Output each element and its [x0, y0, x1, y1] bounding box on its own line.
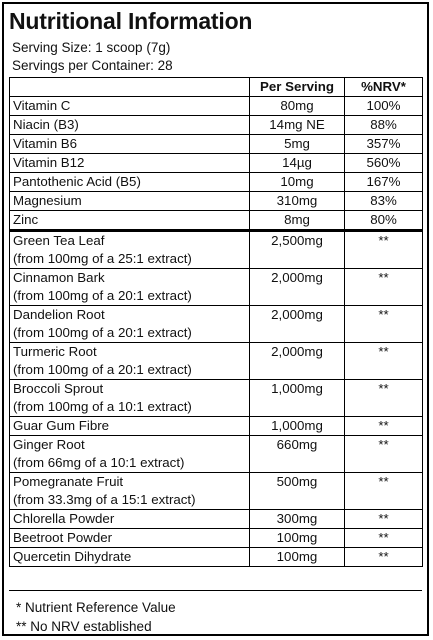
ingredient-extract-note: (from 100mg of a 20:1 extract) — [13, 325, 192, 340]
nutrient-name: Niacin (B3) — [10, 116, 250, 135]
ingredient-name: Ginger Root — [13, 437, 85, 452]
amount-per-serving: 2,000mg — [250, 343, 345, 380]
nrv-percent: ** — [345, 436, 423, 473]
nrv-percent: 80% — [345, 211, 423, 231]
table-row — [10, 135, 423, 154]
table-row — [10, 154, 423, 173]
amount-per-serving: 1,000mg — [250, 417, 345, 436]
amount-per-serving: 310mg — [250, 192, 345, 211]
nrv-percent: 560% — [345, 154, 423, 173]
table-body — [10, 97, 423, 567]
table-row — [10, 380, 423, 417]
serving-size: Serving Size: 1 scoop (7g) — [12, 40, 171, 55]
ingredient-cell — [10, 380, 250, 417]
table-row — [10, 343, 423, 380]
table-row — [10, 473, 423, 510]
nrv-percent: ** — [345, 510, 423, 529]
amount-per-serving: 300mg — [250, 510, 345, 529]
ingredient-cell — [10, 436, 250, 473]
table-row — [10, 231, 423, 269]
ingredient-cell — [10, 548, 250, 567]
ingredient-name: Pomegranate Fruit — [13, 474, 124, 489]
table-row — [10, 173, 423, 192]
ingredient-name: Turmeric Root — [13, 344, 97, 359]
nutrient-name: Vitamin B12 — [10, 154, 250, 173]
amount-per-serving: 660mg — [250, 436, 345, 473]
servings-per-container: Servings per Container: 28 — [12, 58, 173, 73]
ingredient-name: Beetroot Powder — [13, 530, 113, 545]
nutrient-name: Vitamin C — [10, 97, 250, 116]
table-row — [10, 116, 423, 135]
ingredient-extract-note: (from 100mg of a 25:1 extract) — [13, 251, 192, 266]
ingredient-extract-note: (from 33.3mg of a 15:1 extract) — [13, 492, 196, 507]
ingredient-extract-note: (from 100mg of a 20:1 extract) — [13, 288, 192, 303]
table-row — [10, 548, 423, 567]
footnote-no-nrv: ** No NRV established — [16, 619, 152, 634]
amount-per-serving: 10mg — [250, 173, 345, 192]
table-header-row — [10, 78, 423, 97]
table-row — [10, 417, 423, 436]
ingredient-cell — [10, 510, 250, 529]
amount-per-serving: 14µg — [250, 154, 345, 173]
table-row — [10, 192, 423, 211]
amount-per-serving: 14mg NE — [250, 116, 345, 135]
amount-per-serving: 5mg — [250, 135, 345, 154]
table-row — [10, 510, 423, 529]
nrv-percent: ** — [345, 269, 423, 306]
ingredient-cell — [10, 417, 250, 436]
table-row — [10, 529, 423, 548]
ingredient-name: Dandelion Root — [13, 307, 105, 322]
ingredient-name: Quercetin Dihydrate — [13, 549, 132, 564]
ingredient-name: Green Tea Leaf — [13, 233, 105, 248]
nrv-percent: ** — [345, 548, 423, 567]
ingredient-cell — [10, 529, 250, 548]
amount-per-serving: 2,000mg — [250, 269, 345, 306]
nrv-percent: ** — [345, 380, 423, 417]
header-nrv: %NRV* — [345, 78, 423, 97]
nrv-percent: ** — [345, 529, 423, 548]
ingredient-name: Cinnamon Bark — [13, 270, 105, 285]
ingredient-name: Broccoli Sprout — [13, 381, 104, 396]
table-row — [10, 211, 423, 231]
nutrition-table — [9, 77, 423, 567]
nrv-percent: ** — [345, 473, 423, 510]
amount-per-serving: 100mg — [250, 548, 345, 567]
header-per-serving: Per Serving — [250, 78, 345, 97]
ingredient-cell — [10, 269, 250, 306]
amount-per-serving: 500mg — [250, 473, 345, 510]
table-row — [10, 306, 423, 343]
amount-per-serving: 100mg — [250, 529, 345, 548]
nutrient-name: Vitamin B6 — [10, 135, 250, 154]
ingredient-cell — [10, 473, 250, 510]
nutrition-panel — [2, 2, 429, 636]
ingredient-cell — [10, 343, 250, 380]
nrv-percent: 88% — [345, 116, 423, 135]
nrv-percent: ** — [345, 417, 423, 436]
table-row — [10, 269, 423, 306]
ingredient-name: Chlorella Powder — [13, 511, 115, 526]
amount-per-serving: 1,000mg — [250, 380, 345, 417]
nrv-percent: 167% — [345, 173, 423, 192]
amount-per-serving: 8mg — [250, 211, 345, 231]
ingredient-extract-note: (from 100mg of a 10:1 extract) — [13, 399, 192, 414]
footnote-nrv: * Nutrient Reference Value — [16, 600, 176, 615]
nutrient-name: Zinc — [10, 211, 250, 231]
ingredient-cell — [10, 306, 250, 343]
table-row — [10, 97, 423, 116]
table-row — [10, 436, 423, 473]
nrv-percent: ** — [345, 306, 423, 343]
nrv-percent: 357% — [345, 135, 423, 154]
ingredient-extract-note: (from 100mg of a 20:1 extract) — [13, 362, 192, 377]
nrv-percent: 83% — [345, 192, 423, 211]
nrv-percent: ** — [345, 231, 423, 269]
nrv-percent: ** — [345, 343, 423, 380]
amount-per-serving: 2,000mg — [250, 306, 345, 343]
amount-per-serving: 2,500mg — [250, 231, 345, 269]
page-title: Nutritional Information — [9, 8, 253, 34]
header-nutrient — [10, 78, 250, 97]
amount-per-serving: 80mg — [250, 97, 345, 116]
ingredient-cell — [10, 231, 250, 269]
ingredient-name: Guar Gum Fibre — [13, 418, 110, 433]
nutrient-name: Magnesium — [10, 192, 250, 211]
nrv-percent: 100% — [345, 97, 423, 116]
footnotes — [9, 590, 422, 634]
nutrient-name: Pantothenic Acid (B5) — [10, 173, 250, 192]
ingredient-extract-note: (from 66mg of a 10:1 extract) — [13, 455, 185, 470]
